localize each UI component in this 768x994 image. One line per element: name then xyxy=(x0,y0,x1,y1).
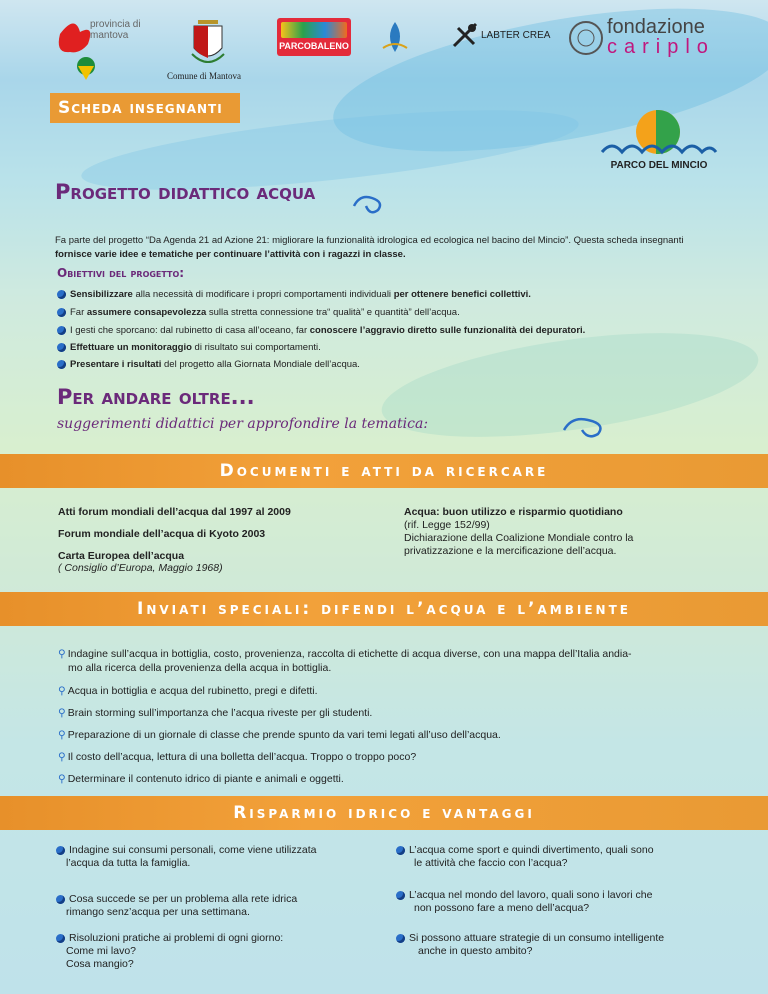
search-icon: ⚲ xyxy=(58,648,66,660)
doc-item: Dichiarazione della Coalizione Mondiale contro la xyxy=(404,532,634,544)
objective-item: I gesti che sporcano: dal rubinetto di casa all’oceano, far conoscere l’aggravio diretto sulle funzionalità dei depuratori. xyxy=(57,325,585,336)
search-icon: ⚲ xyxy=(58,773,66,785)
objective-item: Far assumere consapevolezza sulla stretta connessione tra“ qualità” e quantità” dell’acqua. xyxy=(57,307,460,318)
bullet-icon xyxy=(57,343,66,352)
scheda-banner xyxy=(50,93,240,123)
risparmio-item: Si possono attuare strategie di un consumo intelligente anche in questo ambito? xyxy=(396,932,726,958)
doc-item: Forum mondiale dell’acqua di Kyoto 2003 xyxy=(58,528,266,540)
inviati-item: ⚲ Brain storming sull’importanza che l’acqua riveste per gli studenti. xyxy=(58,707,373,719)
risparmio-item: L’acqua nel mondo del lavoro, quali sono i lavori che non possono fare a meno dell’acqua? xyxy=(396,889,726,915)
docs-left xyxy=(58,506,358,574)
doc-item: Atti forum mondiali dell’acqua dal 1997 al 2009 xyxy=(58,506,291,518)
oltre-subtitle: suggerimenti didattici per approfondire la tematica: xyxy=(57,416,429,432)
oltre-title: Per andare oltre... xyxy=(57,385,255,409)
inviati-item: ⚲ Il costo dell’acqua, lettura di una bolletta dell’acqua. Troppo o troppo poco? xyxy=(58,751,417,763)
bullet-icon xyxy=(57,290,66,299)
search-icon: ⚲ xyxy=(58,685,66,697)
search-icon: ⚲ xyxy=(58,751,66,763)
bullet-icon xyxy=(56,846,65,855)
section-inviati-header: Inviati speciali: difendi l’acqua e l’ambiente xyxy=(0,592,768,626)
doc-item: (rif. Legge 152/99) xyxy=(404,519,490,531)
doc-item: Acqua: buon utilizzo e risparmio quotidiano xyxy=(404,506,623,518)
fondazione-name: fondazione xyxy=(607,16,705,38)
search-icon: ⚲ xyxy=(58,729,66,741)
inviati-item: ⚲ Determinare il contenuto idrico di piante e animali e oggetti. xyxy=(58,773,344,785)
bullet-icon xyxy=(396,846,405,855)
risparmio-item: Risoluzioni pratiche ai problemi di ogni giorno: Come mi lavo? Cosa mangio? xyxy=(56,932,376,971)
section-risparmio-header: Risparmio idrico e vantaggi xyxy=(0,796,768,830)
bullet-icon xyxy=(57,360,66,369)
inviati-item: ⚲ Indagine sull’acqua in bottiglia, costo, provenienza, raccolta di etichette di acqua diverse, con una mappa dell’Italia andia- mo alla ricerca della provenienza della acqua in bottiglia. xyxy=(58,648,632,674)
comune-crest-icon xyxy=(186,14,230,70)
parcobaleno-logo xyxy=(277,18,351,56)
bullet-icon xyxy=(57,308,66,317)
tracque-logo-icon xyxy=(375,18,415,58)
bullet-icon xyxy=(57,326,66,335)
logo-bar xyxy=(0,0,768,92)
search-icon: ⚲ xyxy=(58,707,66,719)
provincia-label: provincia di mantova xyxy=(90,19,141,41)
parco-mincio-logo xyxy=(600,110,718,174)
inviati-item: ⚲ Acqua in bottiglia e acqua del rubinetto, pregi e difetti. xyxy=(58,685,318,697)
inviati-item: ⚲ Preparazione di un giornale di classe che prende spunto da vari temi legati all’uso dell’acqua. xyxy=(58,729,501,741)
comune-label: Comune di Mantova xyxy=(167,71,241,81)
doc-item: Carta Europea dell’acqua xyxy=(58,550,185,562)
fondazione-cariplo: cariplo xyxy=(607,36,715,58)
bullet-icon xyxy=(396,891,405,900)
risparmio-item: L’acqua come sport e quindi divertimento, quali sono le attività che faccio con l’acqua? xyxy=(396,844,726,870)
bullet-icon xyxy=(56,934,65,943)
swirl-icon xyxy=(352,192,388,216)
risparmio-item: Cosa succede se per un problema alla rete idrica rimango senz’acqua per una settimana. xyxy=(56,893,376,919)
objective-item: Presentare i risultati del progetto alla Giornata Mondiale dell’acqua. xyxy=(57,359,360,370)
scheda-title: Scheda insegnanti xyxy=(58,98,223,118)
objective-item: Effettuare un monitoraggio di risultato sui comportamenti. xyxy=(57,342,321,353)
bullet-icon xyxy=(56,895,65,904)
labter-logo-icon xyxy=(450,20,480,50)
doc-item: privatizzazione e la mercificazione dell’acqua. xyxy=(404,545,617,557)
parco-mincio-label: PARCO DEL MINCIO xyxy=(610,160,708,171)
section-documenti-header: Documenti e atti da ricercare xyxy=(0,454,768,488)
intro-text: Fa parte del progetto “Da Agenda 21 ad Azione 21: migliorare la funzionalità idrologica ed ecologica nel bacino del Mincio”. Questa scheda insegnanti xyxy=(55,235,684,246)
objective-item: Sensibilizzare alla necessità di modificare i propri comportamenti individuali per ottenere benefici collettivi. xyxy=(57,289,531,300)
labter-label: LABTER CREA xyxy=(481,30,551,41)
risparmio-item: Indagine sui consumi personali, come viene utilizzata l’acqua da tutta la famiglia. xyxy=(56,844,376,870)
page-title: Progetto didattico acqua xyxy=(55,180,316,204)
obiettivi-title: Obiettivi del progetto: xyxy=(57,266,185,280)
swirl-icon xyxy=(562,414,612,440)
parcobaleno-label: PARCOBALENO xyxy=(279,41,349,51)
fondazione-logo-icon xyxy=(568,20,604,56)
bullet-icon xyxy=(396,934,405,943)
intro-bold: fornisce varie idee e tematiche per continuare l’attività con i ragazzi in classe. xyxy=(55,249,406,260)
intro-paragraph xyxy=(55,234,715,262)
doc-note: ( Consiglio d’Europa, Maggio 1968) xyxy=(58,562,223,574)
docs-right xyxy=(404,506,724,558)
